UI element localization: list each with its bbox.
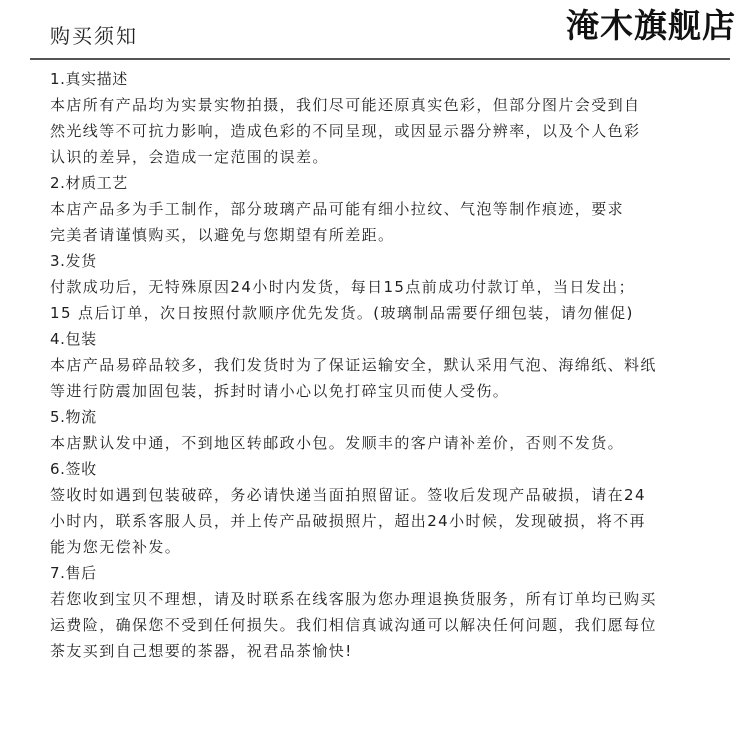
section-heading: 2.材质工艺 [50, 174, 128, 192]
section-5 [50, 404, 730, 456]
section-6 [50, 456, 730, 560]
section-heading: 4.包装 [50, 330, 97, 348]
section-text-line: 等进行防震加固包装，拆封时请小心以免打碎宝贝而使人受伤。 [50, 382, 510, 400]
section-text-line: 付款成功后，无特殊原因24小时内发货，每日15点前成功付款订单，当日发出； [50, 278, 635, 296]
section-1 [50, 66, 730, 170]
section-text-line: 运费险，确保您不受到任何损失。我们相信真诚沟通可以解决任何问题，我们愿每位 [50, 616, 657, 634]
section-text-line: 签收时如遇到包装破碎，务必请快递当面拍照留证。签收后发现产品破损，请在24 [50, 486, 646, 504]
section-text-line: 若您收到宝贝不理想，请及时联系在线客服为您办理退换货服务，所有订单均已购买 [50, 590, 657, 608]
section-heading: 6.签收 [50, 460, 97, 478]
section-text-line: 茶友买到自己想要的茶器，祝君品茶愉快! [50, 642, 353, 660]
page-title: 购买须知 [50, 24, 138, 48]
section-text-line: 本店产品多为手工制作，部分玻璃产品可能有细小拉纹、气泡等制作痕迹，要求 [50, 200, 625, 218]
section-7 [50, 560, 730, 664]
section-4 [50, 326, 730, 404]
brand-watermark: 淹木旗舰店 [566, 6, 736, 45]
section-text-line: 然光线等不可抗力影响，造成色彩的不同呈现，或因显示器分辨率，以及个人色彩 [50, 122, 641, 140]
section-2 [50, 170, 730, 248]
section-text-line: 小时内，联系客服人员，并上传产品破损照片，超出24小时候，发现破损，将不再 [50, 512, 646, 530]
section-heading: 1.真实描述 [50, 70, 128, 88]
section-heading: 3.发货 [50, 252, 97, 270]
section-text-line: 认识的差异，会造成一定范围的误差。 [50, 148, 329, 166]
section-text-line: 本店默认发中通，不到地区转邮政小包。发顺丰的客户请补差价，否则不发货。 [50, 434, 625, 452]
title-divider [30, 58, 730, 60]
section-heading: 7.售后 [50, 564, 97, 582]
section-text-line: 本店所有产品均为实景实物拍摄，我们尽可能还原真实色彩，但部分图片会受到自 [50, 96, 641, 114]
notice-sections [50, 66, 730, 664]
section-text-line: 能为您无偿补发。 [50, 538, 182, 556]
section-3 [50, 248, 730, 326]
section-text-line: 15 点后订单，次日按照付款顺序优先发货。(玻璃制品需要仔细包装，请勿催促) [50, 304, 634, 322]
section-text-line: 本店产品易碎品较多，我们发货时为了保证运输安全，默认采用气泡、海绵纸、料纸 [50, 356, 657, 374]
section-heading: 5.物流 [50, 408, 97, 426]
section-text-line: 完美者请谨慎购买，以避免与您期望有所差距。 [50, 226, 395, 244]
